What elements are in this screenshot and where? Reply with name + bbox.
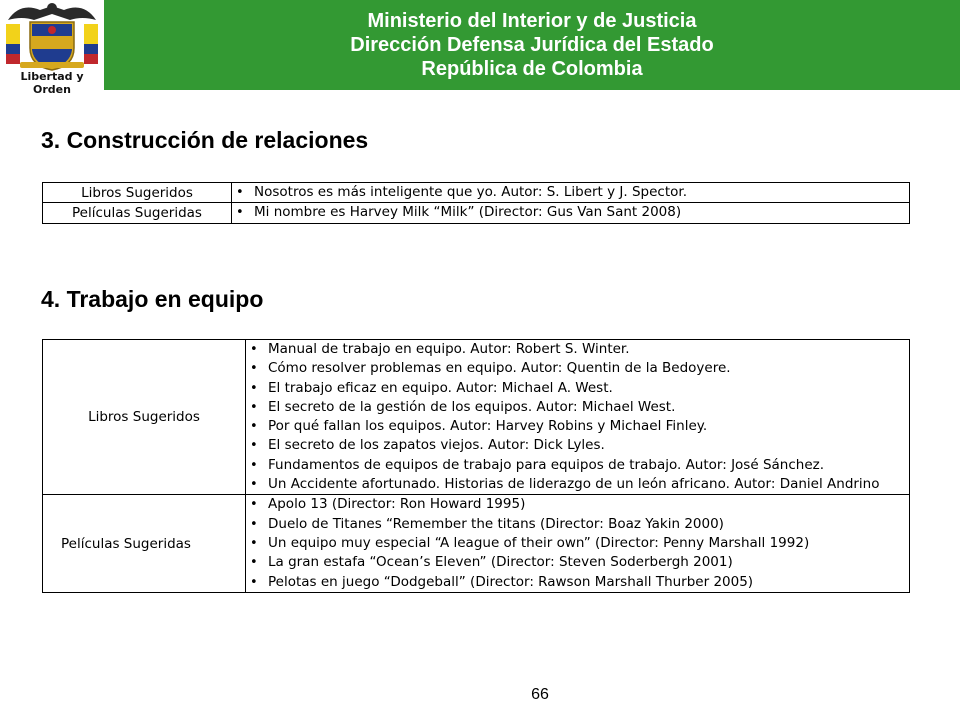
section4-table [42,339,910,593]
list-item: • Por qué fallan los equipos. Autor: Harvey Robins y Michael Finley. [250,417,905,436]
list-item: • Mi nombre es Harvey Milk “Milk” (Director: Gus Van Sant 2008) [236,203,905,222]
movies-label: Películas Sugeridas [43,495,246,592]
list-item: • Fundamentos de equipos de trabajo para equipos de trabajo. Autor: José Sánchez. [250,456,905,475]
books-list-cell [246,340,910,495]
table-row [43,203,910,223]
logo-caption: Libertad y Orden [20,70,84,96]
list-item: • Manual de trabajo en equipo. Autor: Robert S. Winter. [250,340,905,359]
page-number: 66 [531,686,549,703]
table-row [43,183,910,203]
list-item: • Cómo resolver problemas en equipo. Autor: Quentin de la Bedoyere. [250,359,905,378]
colombia-coat-of-arms-logo [0,0,104,96]
coat-of-arms-icon [0,0,104,72]
list-item: • La gran estafa “Ocean’s Eleven” (Director: Steven Soderbergh 2001) [250,553,905,572]
books-list [250,340,905,494]
list-item: • Nosotros es más inteligente que yo. Autor: S. Libert y J. Spector. [236,183,905,202]
header-country: República de Colombia [421,58,643,80]
section3-table [42,182,910,224]
header-banner [104,0,960,90]
section4-title: 4. Trabajo en equipo [41,286,264,312]
list-item: • Apolo 13 (Director: Ron Howard 1995) [250,495,905,514]
list-item: • El secreto de los zapatos viejos. Autor: Dick Lyles. [250,436,905,455]
list-item: • El trabajo eficaz en equipo. Autor: Michael A. West. [250,379,905,398]
movies-list [250,495,905,591]
books-label: Libros Sugeridos [43,340,246,495]
list-item: • El secreto de la gestión de los equipos. Autor: Michael West. [250,398,905,417]
row-items [232,183,910,203]
list-item: • Pelotas en juego “Dodgeball” (Director: Rawson Marshall Thurber 2005) [250,573,905,592]
table-row [43,340,910,495]
list-item: • Un Accidente afortunado. Historias de liderazgo de un león africano. Autor: Daniel Andrino [250,475,905,494]
header-department: Dirección Defensa Jurídica del Estado [350,34,714,56]
section3-title: 3. Construcción de relaciones [41,127,369,153]
list-item: • Un equipo muy especial “A league of their own” (Director: Penny Marshall 1992) [250,534,905,553]
table-row [43,495,910,592]
row-label: Películas Sugeridas [43,203,232,223]
row-items [232,203,910,223]
movies-list-cell [246,495,910,592]
row-label: Libros Sugeridos [43,183,232,203]
list-item: • Duelo de Titanes “Remember the titans (Director: Boaz Yakin 2000) [250,515,905,534]
header-ministry: Ministerio del Interior y de Justicia [367,10,697,32]
